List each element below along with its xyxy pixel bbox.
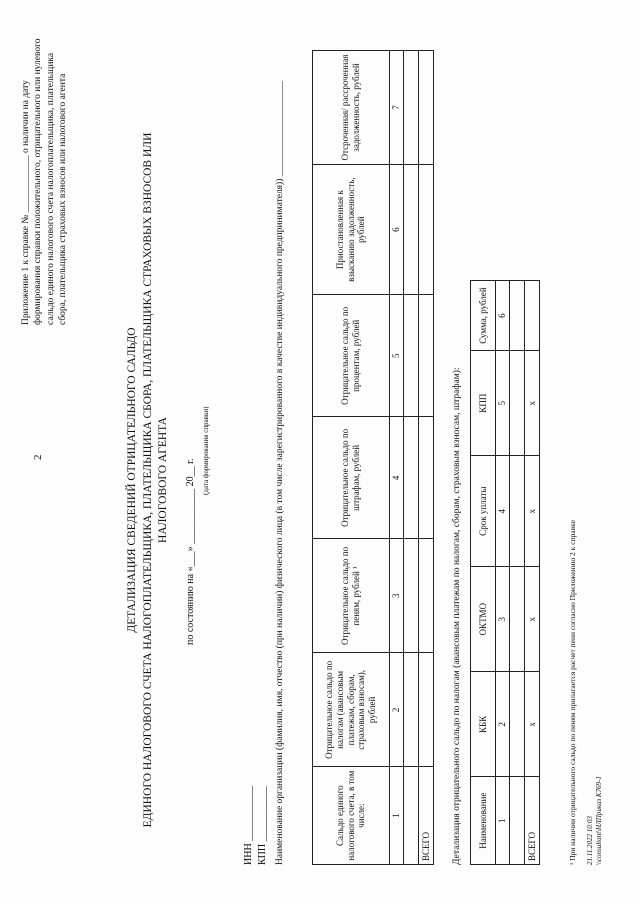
table-cell bbox=[404, 51, 419, 165]
column-number: 6 bbox=[496, 281, 510, 351]
table-cell bbox=[419, 417, 434, 539]
table-cell bbox=[419, 295, 434, 417]
table-cell bbox=[404, 417, 419, 539]
header-cell: Наименование bbox=[471, 777, 496, 865]
table-cell bbox=[419, 539, 434, 653]
appendix-note: Приложение 1 к справке № ____________ о наличии на дату формирования справки положительного, отрицательного или нулевого сальдо единого налогового счета налогоплательщика, плательщика сбора, плательщика страховых взносов или налогового агента bbox=[21, 38, 69, 325]
as-of-date-hint: (дата формирования справки) bbox=[202, 406, 210, 495]
column-number: 1 bbox=[390, 767, 404, 865]
total-row bbox=[419, 51, 434, 865]
column-number: 7 bbox=[390, 51, 404, 165]
table-cell bbox=[419, 165, 434, 295]
org-name-label: Наименование организации (фамилия, имя, отчество (при наличии) физического лица (в том числе зарегистрированного в качестве индивидуального предпринимателя)) ____________________ bbox=[275, 81, 285, 865]
table-row bbox=[404, 51, 419, 865]
negative-balance-table bbox=[312, 50, 434, 865]
column-number-row bbox=[390, 51, 404, 865]
header-cell: Отсроченная/ рассроченная задолженность, рублей bbox=[313, 51, 390, 165]
header-cell: Отрицательное сальдо по налогам (авансовым платежам, сборам, страховым взносам), рублей bbox=[313, 653, 390, 767]
table-cell bbox=[404, 539, 419, 653]
table-cell bbox=[510, 672, 525, 777]
total-row bbox=[525, 281, 540, 865]
header-cell: Сальдо единого налогового счета, в том числе: bbox=[313, 767, 390, 865]
column-number: 4 bbox=[496, 456, 510, 567]
header-cell: КПП bbox=[471, 351, 496, 456]
table-cell bbox=[404, 165, 419, 295]
kpp-label: КПП ___________ bbox=[256, 786, 268, 865]
total-label: ВСЕГО bbox=[525, 777, 540, 865]
table-cell bbox=[404, 653, 419, 767]
column-number: 1 bbox=[496, 777, 510, 865]
table-cell bbox=[510, 777, 525, 865]
total-cell: x bbox=[525, 672, 540, 777]
column-number: 5 bbox=[390, 295, 404, 417]
column-number-row bbox=[496, 281, 510, 865]
table-row bbox=[510, 281, 525, 865]
table-cell bbox=[510, 456, 525, 567]
document-title bbox=[125, 95, 172, 865]
table-header-row bbox=[471, 281, 496, 865]
header-cell: Отрицательное сальдо по штрафам, рублей bbox=[313, 417, 390, 539]
table-cell bbox=[419, 653, 434, 767]
column-number: 6 bbox=[390, 165, 404, 295]
detail-table bbox=[470, 280, 540, 865]
as-of-date: по состоянию на «___» ___________ 20__ г. bbox=[185, 458, 196, 645]
column-number: 5 bbox=[496, 351, 510, 456]
table-cell bbox=[510, 281, 525, 351]
table-cell bbox=[510, 351, 525, 456]
header-cell: ОКТМО bbox=[471, 567, 496, 672]
title-line-2: ЕДИНОГО НАЛОГОВОГО СЧЕТА НАЛОГОПЛАТЕЛЬЩИКА, ПЛАТЕЛЬЩИКА СБОРА, ПЛАТЕЛЬЩИКА СТРАХОВЫХ ВЗНОСОВ ИЛИ НАЛОГОВОГО АГЕНТА bbox=[141, 132, 170, 828]
rotated-content bbox=[10, 20, 630, 885]
total-cell: x bbox=[525, 567, 540, 672]
table-cell bbox=[510, 567, 525, 672]
taxpayer-ids bbox=[242, 786, 269, 865]
total-cell: x bbox=[525, 456, 540, 567]
detail-table-caption: Детализация отрицательного сальдо по налогам (авансовым платежам по налогам, сборам, страховым взносам, штрафам): bbox=[452, 367, 462, 865]
footnote: ¹ При наличии отрицательного сальдо по пеням прилагается расчет пени согласно Приложению 2 к справке bbox=[568, 520, 577, 865]
title-line-1: ДЕТАЛИЗАЦИЯ СВЕДЕНИЙ ОТРИЦАТЕЛЬНОГО САЛЬДО bbox=[126, 327, 138, 633]
page-number: 2 bbox=[32, 454, 44, 460]
table-cell bbox=[419, 51, 434, 165]
column-number: 2 bbox=[496, 672, 510, 777]
header-cell: Приостановленная к взысканию задолженность, рублей bbox=[313, 165, 390, 295]
stamp-path: \\consultant\НЛПриказ К769-1 bbox=[595, 776, 604, 865]
print-stamp bbox=[586, 776, 604, 865]
column-number: 3 bbox=[496, 567, 510, 672]
column-number: 2 bbox=[390, 653, 404, 767]
table-cell bbox=[404, 767, 419, 865]
header-cell: Отрицательное сальдо по процентам, рублей bbox=[313, 295, 390, 417]
total-cell: x bbox=[525, 351, 540, 456]
table-cell bbox=[404, 295, 419, 417]
inn-label: ИНН ___________ bbox=[243, 785, 254, 865]
column-number: 3 bbox=[390, 539, 404, 653]
column-number: 4 bbox=[390, 417, 404, 539]
header-cell: Сумма, рублей bbox=[471, 281, 496, 351]
header-cell: Срок уплаты bbox=[471, 456, 496, 567]
header-cell: Отрицательное сальдо по пеням, рублей ¹ bbox=[313, 539, 390, 653]
total-label: ВСЕГО bbox=[419, 767, 434, 865]
table-header-row bbox=[313, 51, 390, 865]
table-cell bbox=[525, 281, 540, 351]
stamp-date: 21.11.2022 10:03 bbox=[586, 815, 594, 865]
header-cell: КБК bbox=[471, 672, 496, 777]
